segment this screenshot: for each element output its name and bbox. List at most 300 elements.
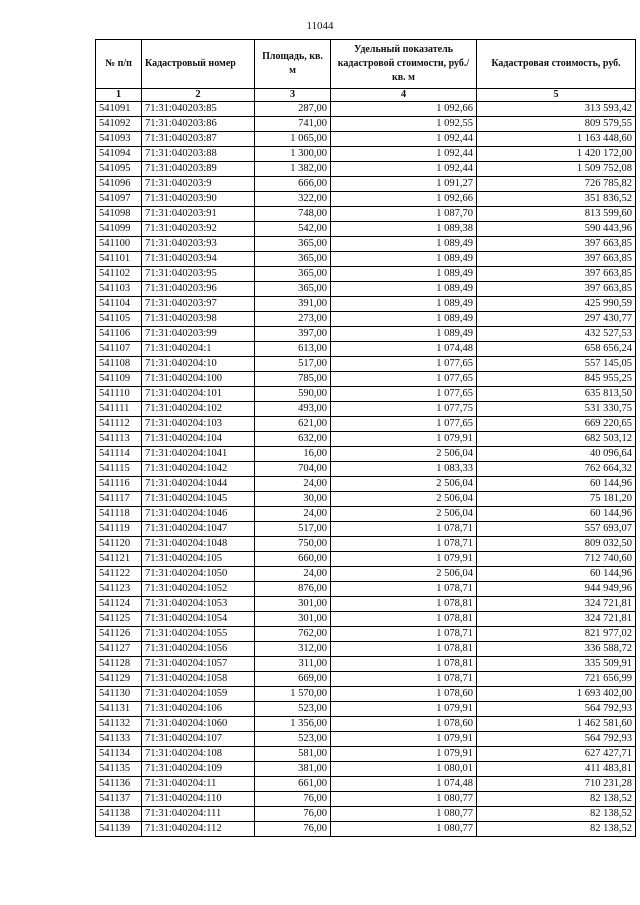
area-cell: 632,00 [255,432,331,447]
row-number-cell: 541129 [96,672,142,687]
table-row [96,717,636,732]
cadastral-number-cell: 71:31:040204:1042 [142,462,255,477]
unit-value-cell: 1 089,49 [331,327,477,342]
table-row [96,732,636,747]
cadastral-number-cell: 71:31:040204:109 [142,762,255,777]
cadastral-value-cell: 425 990,59 [477,297,636,312]
area-cell: 661,00 [255,777,331,792]
area-cell: 365,00 [255,237,331,252]
row-number-cell: 541105 [96,312,142,327]
cadastral-number-cell: 71:31:040204:101 [142,387,255,402]
table-row [96,402,636,417]
unit-value-cell: 1 079,91 [331,432,477,447]
area-cell: 1 300,00 [255,147,331,162]
cadastral-value-cell: 397 663,85 [477,237,636,252]
cadastral-value-cell: 297 430,77 [477,312,636,327]
cadastral-value-cell: 335 509,91 [477,657,636,672]
cadastral-value-cell: 82 138,52 [477,792,636,807]
area-cell: 76,00 [255,807,331,822]
unit-value-cell: 1 089,49 [331,267,477,282]
area-cell: 16,00 [255,447,331,462]
cadastral-value-cell: 682 503,12 [477,432,636,447]
table-row [96,207,636,222]
area-cell: 273,00 [255,312,331,327]
table-row [96,762,636,777]
cadastral-number-cell: 71:31:040204:1056 [142,642,255,657]
table-row [96,822,636,837]
cadastral-value-cell: 726 785,82 [477,177,636,192]
unit-value-cell: 1 077,65 [331,387,477,402]
row-number-cell: 541130 [96,687,142,702]
unit-value-cell: 2 506,04 [331,477,477,492]
cadastral-value-cell: 313 593,42 [477,102,636,117]
cadastral-value-cell: 40 096,64 [477,447,636,462]
table-row [96,117,636,132]
row-number-cell: 541095 [96,162,142,177]
cadastral-number-cell: 71:31:040204:1045 [142,492,255,507]
cadastral-value-cell: 60 144,96 [477,567,636,582]
table-row [96,222,636,237]
cadastral-value-cell: 669 220,65 [477,417,636,432]
row-number-cell: 541092 [96,117,142,132]
row-number-cell: 541121 [96,552,142,567]
cadastral-value-cell: 658 656,24 [477,342,636,357]
row-number-cell: 541109 [96,372,142,387]
table-row [96,807,636,822]
unit-value-cell: 1 078,71 [331,537,477,552]
column-number-row [96,89,636,102]
unit-value-cell: 1 078,71 [331,582,477,597]
cadastral-value-cell: 809 032,50 [477,537,636,552]
unit-value-cell: 1 078,81 [331,657,477,672]
cadastral-value-cell: 397 663,85 [477,252,636,267]
header-area: Площадь, кв. м [255,40,331,89]
area-cell: 322,00 [255,192,331,207]
unit-value-cell: 1 089,49 [331,237,477,252]
unit-value-cell: 1 092,44 [331,162,477,177]
row-number-cell: 541125 [96,612,142,627]
table-row [96,372,636,387]
row-number-cell: 541110 [96,387,142,402]
area-cell: 381,00 [255,762,331,777]
area-cell: 621,00 [255,417,331,432]
table-row [96,792,636,807]
area-cell: 76,00 [255,792,331,807]
row-number-cell: 541131 [96,702,142,717]
table-row [96,387,636,402]
cadastral-value-cell: 397 663,85 [477,282,636,297]
cadastral-value-cell: 411 483,81 [477,762,636,777]
table-row [96,417,636,432]
cadastral-value-cell: 1 163 448,60 [477,132,636,147]
unit-value-cell: 1 083,33 [331,462,477,477]
table-row [96,312,636,327]
table-row [96,522,636,537]
area-cell: 493,00 [255,402,331,417]
row-number-cell: 541114 [96,447,142,462]
table-row [96,357,636,372]
table-row [96,192,636,207]
table-row [96,657,636,672]
cadastral-number-cell: 71:31:040204:1052 [142,582,255,597]
cadastral-value-cell: 564 792,93 [477,702,636,717]
unit-value-cell: 1 092,66 [331,102,477,117]
cadastral-number-cell: 71:31:040204:105 [142,552,255,567]
cadastral-value-cell: 627 427,71 [477,747,636,762]
table-row [96,597,636,612]
cadastral-value-cell: 809 579,55 [477,117,636,132]
cadastral-value-cell: 557 693,07 [477,522,636,537]
cadastral-number-cell: 71:31:040204:1060 [142,717,255,732]
unit-value-cell: 1 079,91 [331,552,477,567]
row-number-cell: 541093 [96,132,142,147]
cadastral-number-cell: 71:31:040204:102 [142,402,255,417]
header-cadastral-number: Кадастровый номер [142,40,255,89]
cadastral-number-cell: 71:31:040203:95 [142,267,255,282]
unit-value-cell: 1 078,81 [331,642,477,657]
cadastral-number-cell: 71:31:040204:108 [142,747,255,762]
table-row [96,342,636,357]
row-number-cell: 541115 [96,462,142,477]
table-row [96,267,636,282]
area-cell: 301,00 [255,612,331,627]
row-number-cell: 541108 [96,357,142,372]
table-row [96,552,636,567]
area-cell: 24,00 [255,477,331,492]
cadastral-number-cell: 71:31:040204:1046 [142,507,255,522]
area-cell: 741,00 [255,117,331,132]
unit-value-cell: 1 091,27 [331,177,477,192]
row-number-cell: 541134 [96,747,142,762]
area-cell: 397,00 [255,327,331,342]
row-number-cell: 541139 [96,822,142,837]
unit-value-cell: 1 080,77 [331,792,477,807]
cadastral-value-cell: 324 721,81 [477,612,636,627]
cadastral-value-cell: 635 813,50 [477,387,636,402]
table-row [96,102,636,117]
table-row [96,432,636,447]
column-number: 2 [142,89,255,102]
cadastral-table [95,39,636,837]
cadastral-number-cell: 71:31:040203:90 [142,192,255,207]
area-cell: 1 382,00 [255,162,331,177]
cadastral-number-cell: 71:31:040203:97 [142,297,255,312]
cadastral-number-cell: 71:31:040204:1048 [142,537,255,552]
cadastral-value-cell: 351 836,52 [477,192,636,207]
cadastral-number-cell: 71:31:040204:11 [142,777,255,792]
cadastral-value-cell: 531 330,75 [477,402,636,417]
table-row [96,582,636,597]
cadastral-value-cell: 1 420 172,00 [477,147,636,162]
area-cell: 762,00 [255,627,331,642]
area-cell: 523,00 [255,732,331,747]
unit-value-cell: 1 092,55 [331,117,477,132]
unit-value-cell: 1 089,49 [331,297,477,312]
table-row [96,477,636,492]
cadastral-value-cell: 397 663,85 [477,267,636,282]
cadastral-number-cell: 71:31:040204:1 [142,342,255,357]
table-row [96,642,636,657]
cadastral-number-cell: 71:31:040203:98 [142,312,255,327]
header-cadastral-value: Кадастровая стоимость, руб. [477,40,636,89]
unit-value-cell: 2 506,04 [331,507,477,522]
unit-value-cell: 1 078,71 [331,672,477,687]
cadastral-number-cell: 71:31:040204:111 [142,807,255,822]
unit-value-cell: 1 078,71 [331,522,477,537]
area-cell: 365,00 [255,267,331,282]
area-cell: 365,00 [255,252,331,267]
cadastral-number-cell: 71:31:040204:104 [142,432,255,447]
unit-value-cell: 1 078,60 [331,717,477,732]
cadastral-value-cell: 1 462 581,60 [477,717,636,732]
unit-value-cell: 1 092,66 [331,192,477,207]
area-cell: 542,00 [255,222,331,237]
row-number-cell: 541127 [96,642,142,657]
unit-value-cell: 1 089,49 [331,312,477,327]
table-row [96,282,636,297]
table-row [96,747,636,762]
row-number-cell: 541097 [96,192,142,207]
cadastral-number-cell: 71:31:040203:96 [142,282,255,297]
unit-value-cell: 1 079,91 [331,732,477,747]
cadastral-value-cell: 564 792,93 [477,732,636,747]
unit-value-cell: 1 077,75 [331,402,477,417]
table-row [96,237,636,252]
column-number: 5 [477,89,636,102]
table-row [96,492,636,507]
table-row [96,132,636,147]
row-number-cell: 541099 [96,222,142,237]
cadastral-value-cell: 1 693 402,00 [477,687,636,702]
table-row [96,672,636,687]
row-number-cell: 541132 [96,717,142,732]
unit-value-cell: 1 087,70 [331,207,477,222]
cadastral-number-cell: 71:31:040204:110 [142,792,255,807]
cadastral-number-cell: 71:31:040204:1053 [142,597,255,612]
cadastral-number-cell: 71:31:040204:106 [142,702,255,717]
unit-value-cell: 1 092,44 [331,132,477,147]
area-cell: 1 356,00 [255,717,331,732]
row-number-cell: 541101 [96,252,142,267]
table-row [96,162,636,177]
area-cell: 76,00 [255,822,331,837]
cadastral-value-cell: 821 977,02 [477,627,636,642]
unit-value-cell: 1 077,65 [331,357,477,372]
cadastral-value-cell: 324 721,81 [477,597,636,612]
area-cell: 24,00 [255,507,331,522]
row-number-cell: 541116 [96,477,142,492]
row-number-cell: 541106 [96,327,142,342]
area-cell: 581,00 [255,747,331,762]
table-row [96,567,636,582]
row-number-cell: 541122 [96,567,142,582]
cadastral-number-cell: 71:31:040203:91 [142,207,255,222]
row-number-cell: 541098 [96,207,142,222]
table-row [96,177,636,192]
cadastral-number-cell: 71:31:040203:88 [142,147,255,162]
unit-value-cell: 2 506,04 [331,567,477,582]
unit-value-cell: 2 506,04 [331,492,477,507]
row-number-cell: 541104 [96,297,142,312]
row-number-cell: 541119 [96,522,142,537]
cadastral-number-cell: 71:31:040204:1050 [142,567,255,582]
cadastral-value-cell: 845 955,25 [477,372,636,387]
cadastral-number-cell: 71:31:040204:10 [142,357,255,372]
table-row [96,612,636,627]
table-row [96,627,636,642]
area-cell: 613,00 [255,342,331,357]
cadastral-value-cell: 432 527,53 [477,327,636,342]
cadastral-value-cell: 82 138,52 [477,807,636,822]
area-cell: 312,00 [255,642,331,657]
row-number-cell: 541133 [96,732,142,747]
table-row [96,537,636,552]
unit-value-cell: 1 080,77 [331,822,477,837]
area-cell: 301,00 [255,597,331,612]
cadastral-number-cell: 71:31:040204:1041 [142,447,255,462]
area-cell: 391,00 [255,297,331,312]
unit-value-cell: 1 078,81 [331,597,477,612]
column-number: 4 [331,89,477,102]
cadastral-value-cell: 710 231,28 [477,777,636,792]
cadastral-number-cell: 71:31:040204:103 [142,417,255,432]
unit-value-cell: 1 074,48 [331,777,477,792]
cadastral-number-cell: 71:31:040203:85 [142,102,255,117]
cadastral-value-cell: 721 656,99 [477,672,636,687]
unit-value-cell: 1 078,71 [331,627,477,642]
row-number-cell: 541118 [96,507,142,522]
table-row [96,147,636,162]
row-number-cell: 541124 [96,597,142,612]
unit-value-cell: 1 078,81 [331,612,477,627]
unit-value-cell: 1 074,48 [331,342,477,357]
unit-value-cell: 2 506,04 [331,447,477,462]
column-number: 1 [96,89,142,102]
unit-value-cell: 1 077,65 [331,417,477,432]
table-row [96,462,636,477]
unit-value-cell: 1 089,49 [331,252,477,267]
cadastral-number-cell: 71:31:040203:93 [142,237,255,252]
unit-value-cell: 1 079,91 [331,747,477,762]
row-number-cell: 541111 [96,402,142,417]
unit-value-cell: 1 077,65 [331,372,477,387]
cadastral-value-cell: 75 181,20 [477,492,636,507]
area-cell: 365,00 [255,282,331,297]
area-cell: 311,00 [255,657,331,672]
row-number-cell: 541128 [96,657,142,672]
cadastral-value-cell: 712 740,60 [477,552,636,567]
row-number-cell: 541137 [96,792,142,807]
cadastral-value-cell: 82 138,52 [477,822,636,837]
area-cell: 590,00 [255,387,331,402]
cadastral-value-cell: 944 949,96 [477,582,636,597]
table-row [96,447,636,462]
area-cell: 750,00 [255,537,331,552]
row-number-cell: 541117 [96,492,142,507]
row-number-cell: 541096 [96,177,142,192]
area-cell: 704,00 [255,462,331,477]
row-number-cell: 541107 [96,342,142,357]
area-cell: 748,00 [255,207,331,222]
cadastral-number-cell: 71:31:040204:1059 [142,687,255,702]
cadastral-number-cell: 71:31:040204:1047 [142,522,255,537]
table-row [96,327,636,342]
cadastral-value-cell: 60 144,96 [477,507,636,522]
cadastral-value-cell: 762 664,32 [477,462,636,477]
row-number-cell: 541103 [96,282,142,297]
row-number-cell: 541094 [96,147,142,162]
unit-value-cell: 1 089,49 [331,282,477,297]
cadastral-value-cell: 1 509 752,08 [477,162,636,177]
row-number-cell: 541112 [96,417,142,432]
cadastral-number-cell: 71:31:040203:87 [142,132,255,147]
cadastral-number-cell: 71:31:040204:1058 [142,672,255,687]
unit-value-cell: 1 079,91 [331,702,477,717]
unit-value-cell: 1 080,01 [331,762,477,777]
cadastral-number-cell: 71:31:040204:1044 [142,477,255,492]
row-number-cell: 541135 [96,762,142,777]
row-number-cell: 541102 [96,267,142,282]
table-row [96,702,636,717]
table-row [96,687,636,702]
area-cell: 1 065,00 [255,132,331,147]
cadastral-value-cell: 336 588,72 [477,642,636,657]
area-cell: 666,00 [255,177,331,192]
area-cell: 30,00 [255,492,331,507]
cadastral-number-cell: 71:31:040204:112 [142,822,255,837]
cadastral-number-cell: 71:31:040203:9 [142,177,255,192]
area-cell: 876,00 [255,582,331,597]
cadastral-number-cell: 71:31:040203:89 [142,162,255,177]
row-number-cell: 541100 [96,237,142,252]
area-cell: 669,00 [255,672,331,687]
area-cell: 660,00 [255,552,331,567]
cadastral-number-cell: 71:31:040204:1054 [142,612,255,627]
table-header-row [96,40,636,89]
cadastral-number-cell: 71:31:040203:86 [142,117,255,132]
cadastral-number-cell: 71:31:040204:100 [142,372,255,387]
unit-value-cell: 1 080,77 [331,807,477,822]
table-row [96,507,636,522]
row-number-cell: 541136 [96,777,142,792]
cadastral-number-cell: 71:31:040203:94 [142,252,255,267]
page-number: 11044 [306,20,334,32]
cadastral-number-cell: 71:31:040204:1055 [142,627,255,642]
row-number-cell: 541138 [96,807,142,822]
header-row-number: № п/п [96,40,142,89]
row-number-cell: 541123 [96,582,142,597]
cadastral-number-cell: 71:31:040203:92 [142,222,255,237]
unit-value-cell: 1 089,38 [331,222,477,237]
cadastral-value-cell: 813 599,60 [477,207,636,222]
area-cell: 785,00 [255,372,331,387]
table-row [96,252,636,267]
unit-value-cell: 1 078,60 [331,687,477,702]
area-cell: 287,00 [255,102,331,117]
area-cell: 517,00 [255,522,331,537]
cadastral-number-cell: 71:31:040204:1057 [142,657,255,672]
table-body [96,102,636,837]
row-number-cell: 541120 [96,537,142,552]
cadastral-value-cell: 557 145,05 [477,357,636,372]
row-number-cell: 541126 [96,627,142,642]
cadastral-value-cell: 590 443,96 [477,222,636,237]
area-cell: 1 570,00 [255,687,331,702]
row-number-cell: 541113 [96,432,142,447]
cadastral-number-cell: 71:31:040204:107 [142,732,255,747]
row-number-cell: 541091 [96,102,142,117]
table-row [96,777,636,792]
